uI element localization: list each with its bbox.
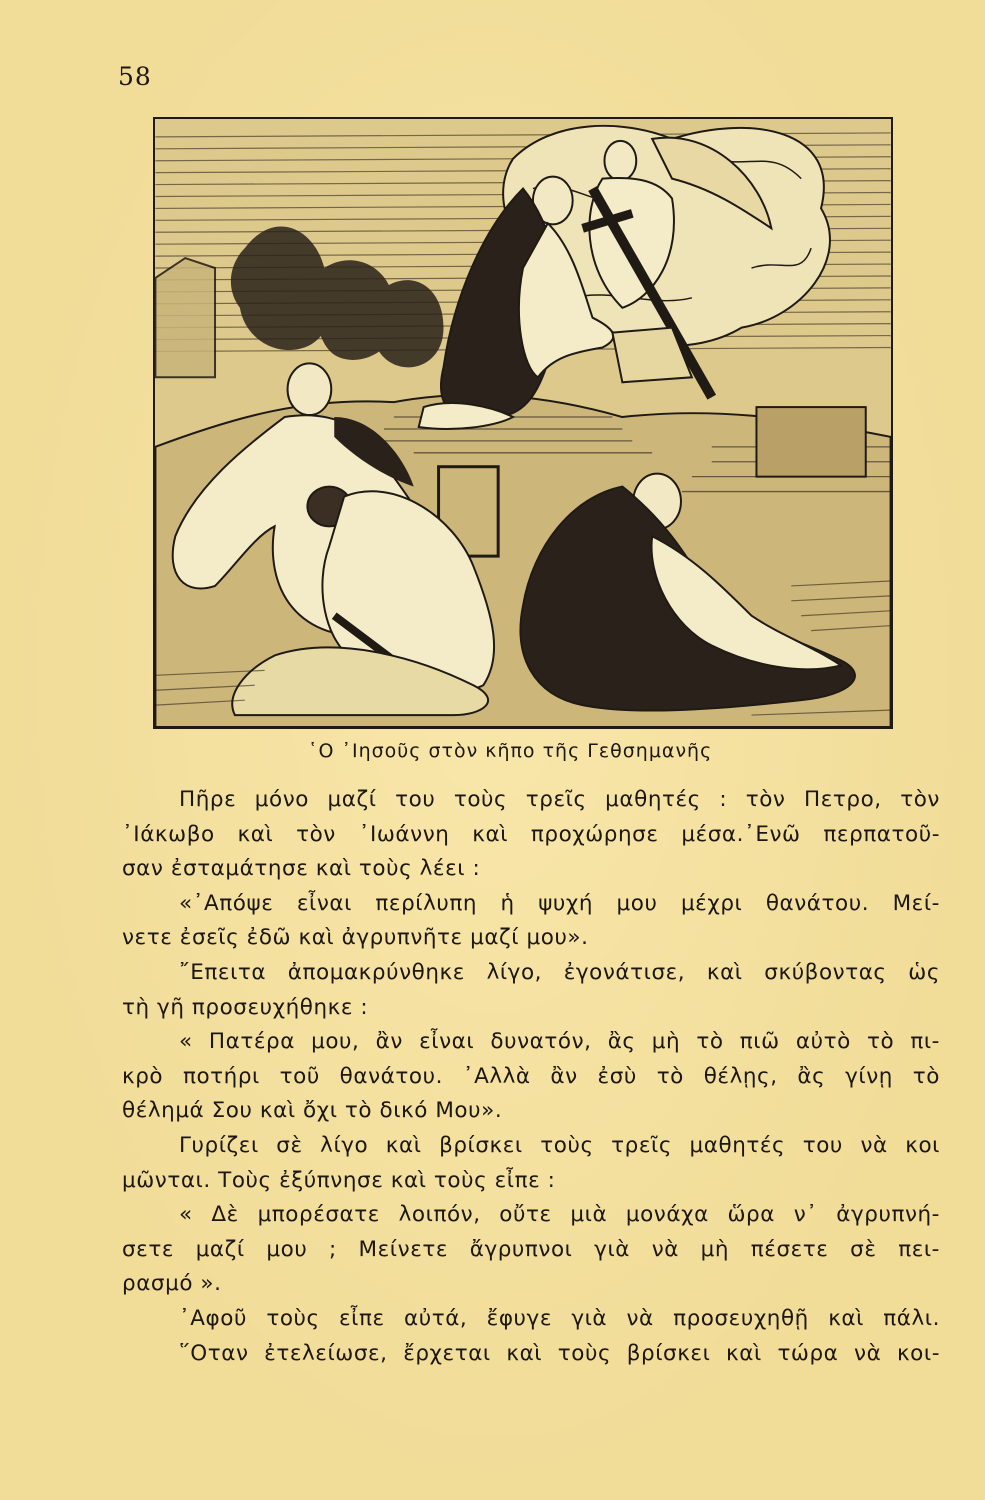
- text-line: σαν ἐσταμάτησε καὶ τοὺς λέει :: [122, 856, 481, 882]
- text-line: κρὸ ποτήρι τοῦ θανάτου. ᾿Αλλὰ ἂν ἐσὺ τὸ θέλῃς, ἂς γίνῃ τὸ: [122, 1063, 940, 1089]
- text-line: τὴ γῆ προσευχήθηκε :: [122, 994, 369, 1020]
- gethsemane-engraving: [153, 117, 893, 729]
- engraving-image: [155, 119, 891, 727]
- text-line: σετε μαζί μου ; Μείνετε ἄγρυπνοι γιὰ νὰ μὴ πέσετε σὲ πει-: [122, 1236, 940, 1262]
- text-line: ῎Επειτα ἀπομακρύνθηκε λίγο, ἐγονάτισε, καὶ σκύβοντας ὡς: [179, 959, 940, 985]
- text-line: Γυρίζει σὲ λίγο καὶ βρίσκει τοὺς τρεῖς μαθητές του νὰ κοι: [179, 1132, 940, 1158]
- text-line: μῶνται. Τοὺς ἐξύπνησε καὶ τοὺς εἶπε :: [122, 1167, 556, 1193]
- illustration-caption: ῾Ο ᾿Ιησοῦς στὸν κῆπο τῆς Γεθσημανῆς: [308, 740, 713, 762]
- text-line: « Πατέρα μου, ἂν εἶναι δυνατόν, ἂς μὴ τὸ πιῶ αὐτὸ τὸ πι-: [179, 1029, 940, 1055]
- body-text: [122, 783, 940, 1371]
- text-line: « Δὲ μπορέσατε λοιπόν, οὔτε μιὰ μονάχα ὥρα ν᾿ ἀγρυπνή-: [179, 1202, 940, 1228]
- text-line: ῞Οταν ἐτελείωσε, ἔρχεται καὶ τοὺς βρίσκει καὶ τώρα νὰ κοι-: [179, 1340, 940, 1366]
- text-line: ᾿Ιάκωβο καὶ τὸν ᾿Ιωάννη καὶ προχώρησε μέσα.᾿Ενῶ περπατοῦ-: [122, 821, 940, 847]
- text-line: θέλημά Σου καὶ ὄχι τὸ δικό Μου».: [122, 1098, 503, 1124]
- text-line: νετε ἐσεῖς ἐδῶ καὶ ἀγρυπνῆτε μαζί μου».: [122, 925, 589, 951]
- page-number: 58: [118, 62, 152, 91]
- text-line: ᾿Αφοῦ τοὺς εἶπε αὐτά, ἔφυγε γιὰ νὰ προσευχηθῇ καὶ πάλι.: [179, 1305, 940, 1331]
- text-line: Πῆρε μόνο μαζί του τοὺς τρεῖς μαθητές : τὸν Πετρο, τὸν: [179, 787, 940, 812]
- text-line: «᾿Απόψε εἶναι περίλυπη ἡ ψυχή μου μέχρι θανάτου. Μεί-: [179, 890, 940, 916]
- text-line: ρασμό ».: [122, 1271, 222, 1297]
